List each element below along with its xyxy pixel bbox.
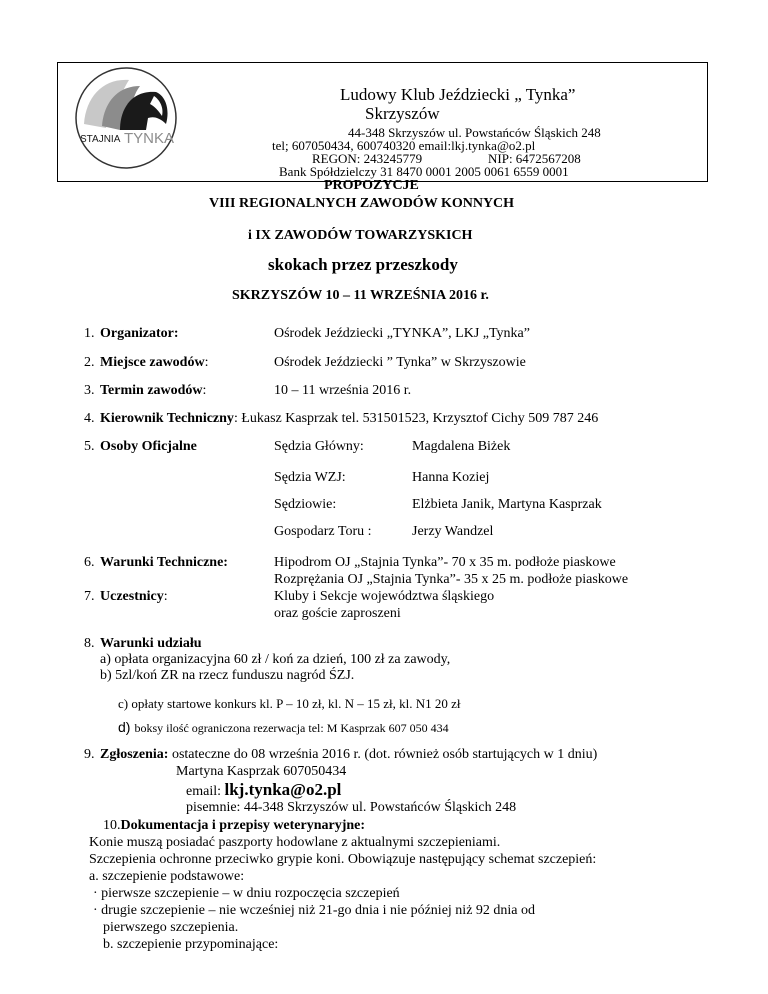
item-4-line: Kierownik Techniczny: Łukasz Kasprzak tel. 531501523, Krzysztof Cichy 509 787 246 [100, 411, 599, 426]
item-1-value: Ośrodek Jeździecki „TYNKA”, LKJ „Tynka” [274, 326, 530, 341]
club-regon: REGON: 243245779 [312, 151, 423, 166]
club-contact: tel; 607050434, 600740320 email:lkj.tynka@o2.pl [272, 138, 536, 153]
club-address: 44-348 Skrzyszów ul. Powstańców Śląskich 248 [348, 125, 601, 140]
official-name-0: Magdalena Biżek [412, 439, 511, 454]
svg-text:TYNKA: TYNKA [124, 130, 175, 147]
item-2-number: 2. [84, 355, 95, 370]
item-5-number: 5. [84, 439, 95, 454]
item-8-c: c) opłaty startowe konkurs kl. P – 10 zł, kl. N – 15 zł, kl. N1 20 zł [118, 696, 461, 711]
official-name-1: Hanna Koziej [412, 470, 490, 485]
official-role-0: Sędzia Główny: [274, 439, 364, 454]
item-1-number: 1. [84, 326, 95, 341]
item-10-line-7: b. szczepienie przypominające: [103, 937, 279, 952]
item-6-value-1: Hipodrom OJ „Stajnia Tynka”- 70 x 35 m. podłoże piaskowe [274, 555, 616, 570]
club-bank: Bank Spółdzielczy 31 8470 0001 2005 0061 6559 0001 [279, 164, 569, 179]
item-6-number: 6. [84, 555, 95, 570]
item-10-line-5: · drugie szczepienie – nie wcześniej niż 21-go dnia i nie później niż 92 dnia od [93, 903, 536, 918]
title-date: SKRZYSZÓW 10 – 11 WRZEŚNIA 2016 r. [232, 288, 489, 303]
item-10-line-1: Konie muszą posiadać paszporty hodowlane z aktualnymi szczepieniami. [89, 835, 501, 850]
item-2-label: Miejsce zawodów: [100, 355, 209, 370]
item-8-b: b) 5zl/koń ZR na rzecz funduszu nagród ŚZJ. [100, 668, 355, 683]
club-name: Ludowy Klub Jeździecki „ Tynka” [340, 85, 576, 104]
item-10-line-4: · pierwsze szczepienie – w dniu rozpoczęcia szczepień [93, 886, 400, 901]
item-9-number: 9. [84, 747, 95, 762]
official-role-1: Sędzia WZJ: [274, 470, 346, 485]
item-10-line-3: a. szczepienie podstawowe: [89, 869, 245, 884]
item-2-value: Ośrodek Jeździecki ” Tynka” w Skrzyszowie [274, 355, 526, 370]
svg-text:STAJNIA: STAJNIA [80, 134, 121, 145]
club-nip: NIP: 6472567208 [488, 151, 581, 166]
stajnia-tynka-logo [74, 66, 178, 170]
item-3-number: 3. [84, 383, 95, 398]
item-9-line: Zgłoszenia: ostateczne do 08 września 2016 r. (dot. również osób startujących w 1 dniu) [100, 747, 598, 762]
item-9-email: email: lkj.tynka@o2.pl [186, 780, 342, 799]
title-line3: skokach przez przeszkody [268, 255, 458, 274]
item-6-value-2: Rozprężania OJ „Stajnia Tynka”- 35 x 25 m. podłoże piaskowe [274, 572, 629, 587]
item-7-value-1: Kluby i Sekcje województwa śląskiego [274, 589, 495, 604]
item-5-label: Osoby Oficjalne [100, 439, 197, 454]
item-7-number: 7. [84, 589, 95, 604]
club-town: Skrzyszów [365, 104, 440, 123]
item-8-a: a) opłata organizacyjna 60 zł / koń za dzień, 100 zł za zawody, [100, 652, 451, 667]
item-8-label: Warunki udziału [100, 636, 202, 651]
item-8-d: d) boksy ilość ograniczona rezerwacja tel: M Kasprzak 607 050 434 [118, 719, 449, 735]
official-name-2: Elżbieta Janik, Martyna Kasprzak [412, 497, 602, 512]
item-4-number: 4. [84, 411, 95, 426]
item-7-value-2: oraz goście zaproszeni [274, 606, 401, 621]
item-9-contact-person: Martyna Kasprzak 607050434 [176, 764, 347, 779]
official-name-3: Jerzy Wandzel [412, 524, 494, 539]
item-10-line-6: pierwszego szczepienia. [103, 920, 239, 935]
item-10-line-2: Szczepienia ochronne przeciwko grypie koni. Obowiązuje następujący schemat szczepień: [89, 852, 597, 867]
item-3-label: Termin zawodów: [100, 383, 207, 398]
official-role-2: Sędziowie: [274, 497, 337, 512]
title-propozycje: PROPOZYCJE [324, 178, 419, 193]
item-3-value: 10 – 11 września 2016 r. [274, 383, 412, 398]
item-10-heading: 10.Dokumentacja i przepisy weterynaryjne: [103, 818, 366, 833]
item-8-number: 8. [84, 636, 95, 651]
item-1-label: Organizator: [100, 326, 179, 341]
official-role-3: Gospodarz Toru : [274, 524, 372, 539]
title-line2: i IX ZAWODÓW TOWARZYSKICH [248, 228, 473, 243]
item-9-post: pisemnie: 44-348 Skrzyszów ul. Powstańców Śląskich 248 [186, 800, 517, 815]
item-7-label: Uczestnicy: [100, 589, 168, 604]
item-6-label: Warunki Techniczne: [100, 555, 228, 570]
title-line1: VIII REGIONALNYCH ZAWODÓW KONNYCH [209, 196, 515, 211]
